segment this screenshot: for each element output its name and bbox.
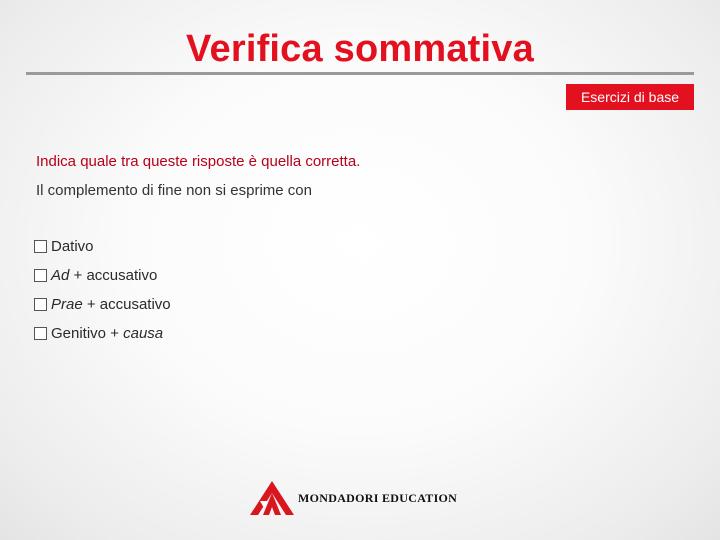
answer-option-label: Prae + accusativo <box>51 296 171 313</box>
question-instruction: Indica quale tra queste risposte è quella corretta. <box>36 153 361 170</box>
page-title: Verifica sommativa <box>186 28 534 70</box>
publisher-name: MONDADORI EDUCATION <box>298 490 458 505</box>
checkbox[interactable] <box>34 240 47 253</box>
question-prompt: Il complemento di fine non si esprime con <box>36 182 312 199</box>
title-divider <box>26 72 694 75</box>
answer-option-prae-accusativo[interactable] <box>34 295 171 314</box>
checkbox[interactable] <box>34 327 47 340</box>
checkbox[interactable] <box>34 298 47 311</box>
mondadori-m-logo-icon <box>250 481 294 515</box>
answer-option-label: Ad + accusativo <box>51 267 158 284</box>
answer-option-genitivo-causa[interactable] <box>34 324 171 343</box>
answer-option-ad-accusativo[interactable] <box>34 266 171 285</box>
answer-option-label: Dativo <box>51 238 94 255</box>
answer-option-label: Genitivo + causa <box>51 325 164 342</box>
answer-options <box>34 237 171 353</box>
checkbox[interactable] <box>34 269 47 282</box>
exercise-level-badge: Esercizi di base <box>566 84 694 110</box>
publisher-logo <box>250 481 457 515</box>
answer-option-dativo[interactable] <box>34 237 171 256</box>
